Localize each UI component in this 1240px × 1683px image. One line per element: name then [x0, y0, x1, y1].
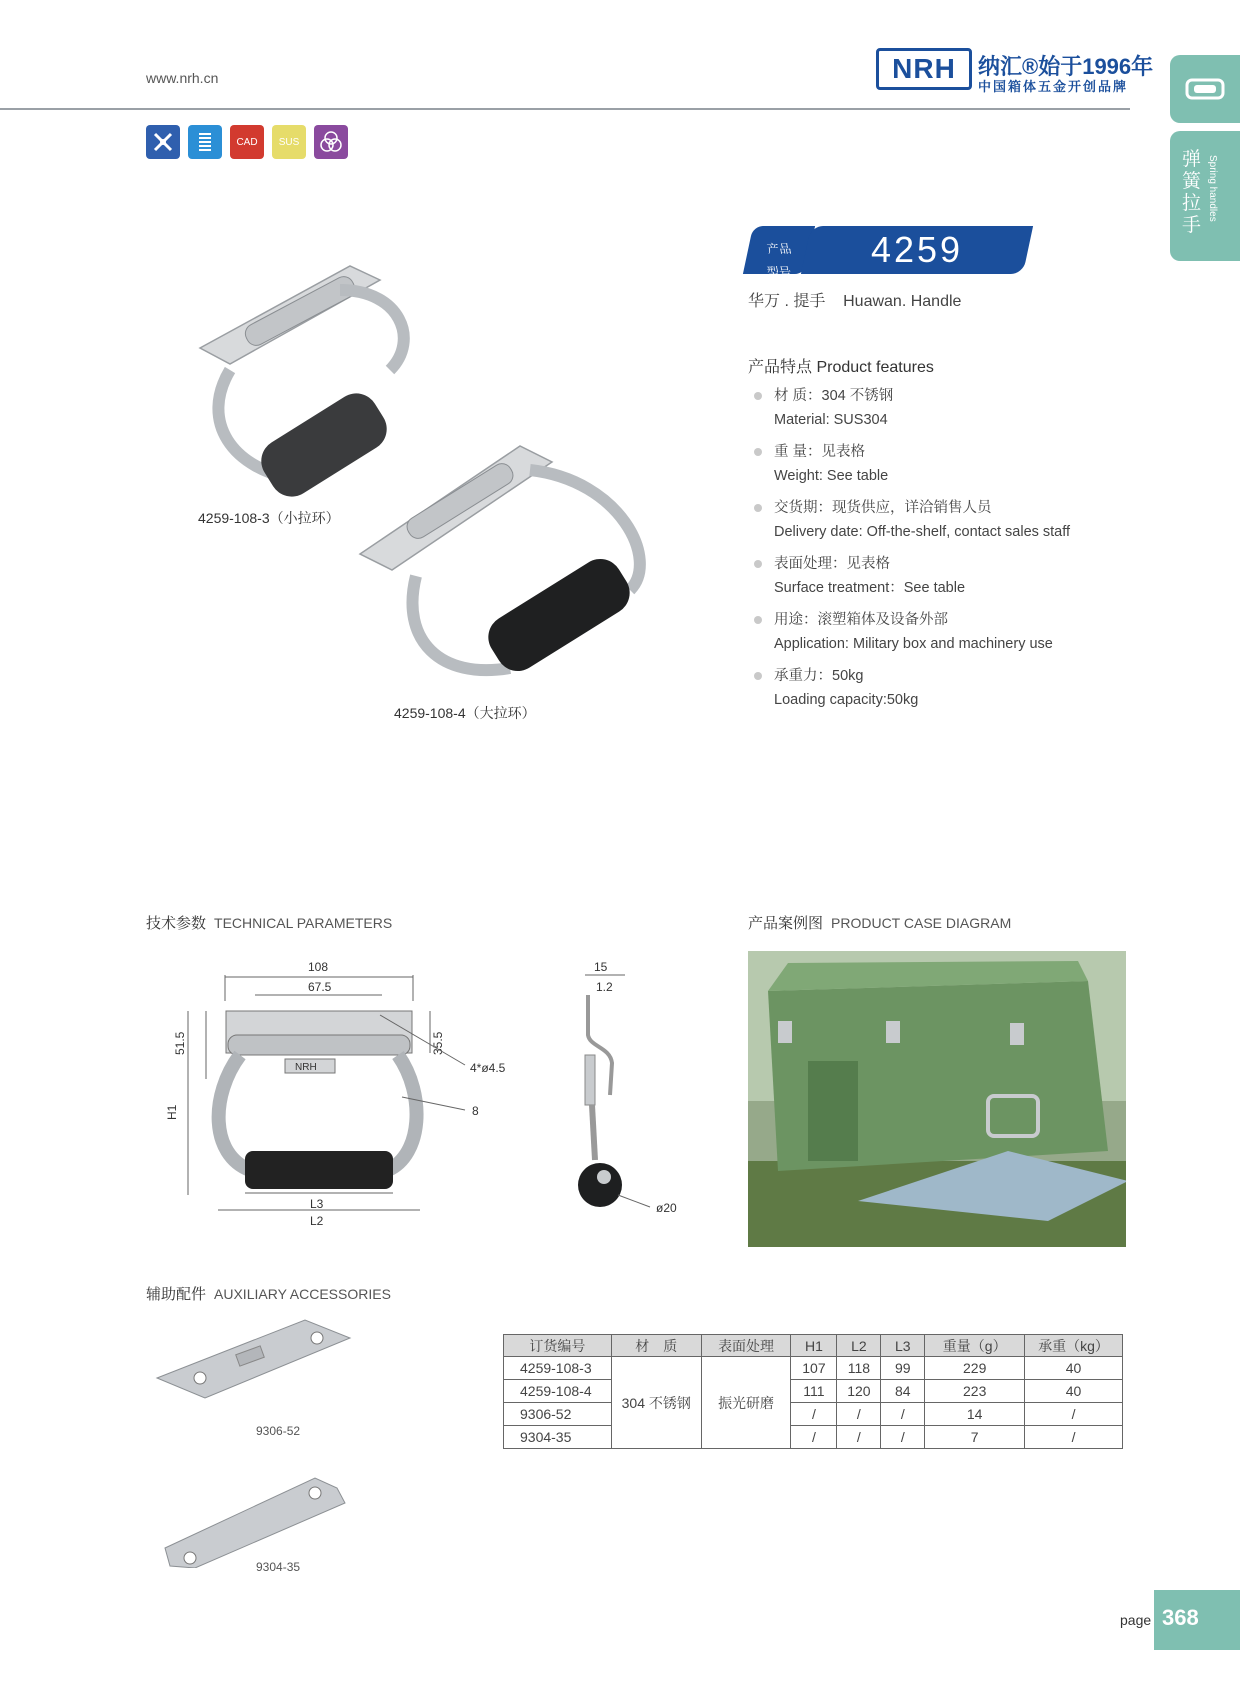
dim-108: 108: [308, 960, 329, 974]
brand-slogan: 纳汇®始于1996年: [978, 54, 1154, 79]
caption-small-ring: 4259-108-3（小拉环）: [198, 510, 340, 526]
page-number: 368: [1154, 1590, 1240, 1650]
feature-cn: 材 质：304 不锈钢: [774, 388, 894, 404]
badge-line1: 产品: [765, 242, 793, 256]
cell-l3: /: [881, 1426, 925, 1449]
feature-cn: 表面处理：见表格: [774, 556, 890, 572]
dim-51-5: 51.5: [173, 1031, 187, 1055]
rings-icon: [314, 125, 348, 159]
col-surface: 表面处理: [701, 1335, 791, 1357]
cell-l3: 84: [881, 1380, 925, 1403]
table-row: [504, 1357, 1123, 1380]
col-l2: L2: [837, 1335, 881, 1357]
tech-params-title: [146, 912, 392, 933]
feature-en: Weight: See table: [774, 468, 889, 484]
accessory-strap-9304-35: [165, 1478, 345, 1568]
dim-d20: ø20: [656, 1201, 677, 1215]
feature-en: Material: SUS304: [774, 412, 888, 428]
cell-l2: 118: [837, 1357, 881, 1380]
handle-icon: [1185, 76, 1225, 102]
cell-material: 304 不锈钢: [611, 1357, 701, 1449]
product-subtitle: [748, 288, 961, 311]
cell-weight: 223: [925, 1380, 1025, 1403]
subtitle-en: Huawan. Handle: [843, 293, 962, 310]
accessories-title: [146, 1283, 391, 1304]
side-tabs: [1170, 55, 1240, 261]
feature-cn: 重 量：见表格: [774, 444, 866, 460]
table-header-row: [504, 1335, 1123, 1357]
col-load: 承重（kg）: [1025, 1335, 1123, 1357]
dim-l2: L2: [310, 1214, 324, 1228]
cell-weight: 14: [925, 1403, 1025, 1426]
feature-cn: 承重力：50kg: [774, 668, 864, 684]
brand-tagline: 中国箱体五金开创品牌: [978, 79, 1129, 94]
feature-delivery: [750, 496, 1130, 544]
table-row: [504, 1380, 1123, 1403]
product-case-photo: [748, 951, 1126, 1247]
model-number-badge: [801, 226, 1033, 274]
title-en: TECHNICAL PARAMETERS: [214, 915, 393, 931]
feature-capacity: [750, 664, 1130, 712]
title-cn: 技术参数: [146, 915, 207, 932]
accessory-plate-9306-52: [157, 1320, 350, 1398]
cell-l2: 120: [837, 1380, 881, 1403]
sus-icon: [272, 125, 306, 159]
cell-code: 9306-52: [504, 1403, 612, 1426]
feature-en: Surface treatment：See table: [774, 580, 966, 596]
cell-weight: 229: [925, 1357, 1025, 1380]
dim-1-2: 1.2: [596, 980, 613, 994]
title-cn: 辅助配件: [146, 1286, 207, 1303]
large-handle-image: [360, 446, 640, 679]
cell-load: 40: [1025, 1357, 1123, 1380]
cell-l2: /: [837, 1426, 881, 1449]
site-url[interactable]: www.nrh.cn: [146, 70, 219, 86]
cell-weight: 7: [925, 1426, 1025, 1449]
features-title-cn: 产品特点: [748, 359, 813, 376]
feature-en: Application: Military box and machinery use: [774, 636, 1053, 652]
dim-8: 8: [472, 1104, 479, 1118]
cad-icon: [230, 125, 264, 159]
cad-text: CAD: [236, 136, 258, 148]
handle-category-tab[interactable]: [1170, 55, 1240, 123]
dim-67-5: 67.5: [308, 980, 332, 994]
hole-spec: 4*ø4.5: [470, 1061, 506, 1075]
features-title: [748, 354, 934, 377]
table-row: [504, 1403, 1123, 1426]
cell-surface: 振光研磨: [701, 1357, 791, 1449]
col-material: 材 质: [611, 1335, 701, 1357]
tab-label-cn: 弹簧拉手: [1182, 149, 1202, 236]
nrh-logo: NRH: [876, 48, 972, 90]
feature-en: Loading capacity:50kg: [774, 692, 919, 708]
title-en: PRODUCT CASE DIAGRAM: [831, 915, 1012, 931]
header-divider: [0, 108, 1130, 110]
cell-h1: /: [791, 1403, 837, 1426]
tools-icon: [146, 125, 180, 159]
cell-code: 4259-108-4: [504, 1380, 612, 1403]
cell-h1: 107: [791, 1357, 837, 1380]
dim-h1: H1: [165, 1104, 179, 1120]
technical-drawing: [160, 955, 720, 1255]
plate-logo: NRH: [295, 1062, 317, 1073]
cell-code: 9304-35: [504, 1426, 612, 1449]
accessory-label-1: 9306-52: [256, 1424, 301, 1438]
features-title-en: Product features: [816, 359, 934, 376]
accessory-label-2: 9304-35: [256, 1560, 301, 1574]
caption-large-ring: 4259-108-4（大拉环）: [394, 705, 536, 721]
feature-weight: [750, 440, 1130, 488]
col-weight: 重量（g）: [925, 1335, 1025, 1357]
sus-text: SUS: [278, 136, 300, 148]
cell-l2: /: [837, 1403, 881, 1426]
cell-h1: /: [791, 1426, 837, 1449]
badge-line2: 型号: [765, 265, 793, 279]
dim-15: 15: [594, 960, 608, 974]
feature-en: Delivery date: Off-the-shelf, contact sales staff: [774, 524, 1071, 540]
dim-l3: L3: [310, 1197, 324, 1211]
feature-cn: 用途：滚塑箱体及设备外部: [774, 612, 948, 628]
col-code: 订货编号: [504, 1335, 612, 1357]
table-row: [504, 1426, 1123, 1449]
model-number: 4259: [870, 229, 964, 270]
product-images: [190, 260, 710, 700]
side-view: [578, 960, 677, 1215]
tab-label-en: Spring handles: [1207, 155, 1218, 222]
cell-code: 4259-108-3: [504, 1357, 612, 1380]
feature-surface: [750, 552, 1130, 600]
accessories-images: [155, 1318, 355, 1568]
feature-material: [750, 384, 1130, 432]
cell-l3: 99: [881, 1357, 925, 1380]
cell-l3: /: [881, 1403, 925, 1426]
subtitle-cn: 华万 . 提手: [748, 293, 826, 310]
page-label: page: [1120, 1612, 1152, 1628]
cell-load: 40: [1025, 1380, 1123, 1403]
title-en: AUXILIARY ACCESSORIES: [214, 1286, 391, 1302]
front-view: [165, 960, 506, 1228]
spec-table: [503, 1334, 1123, 1449]
features-list: [750, 384, 1130, 720]
cell-load: /: [1025, 1403, 1123, 1426]
small-handle-image: [200, 266, 404, 505]
feature-icons: [146, 125, 348, 159]
cell-h1: 111: [791, 1380, 837, 1403]
col-h1: H1: [791, 1335, 837, 1357]
case-diagram-title: [748, 912, 1011, 933]
spring-icon: [188, 125, 222, 159]
cell-load: /: [1025, 1426, 1123, 1449]
feature-cn: 交货期：现货供应，详洽销售人员: [774, 500, 992, 516]
dim-35-5: 35.5: [431, 1031, 445, 1055]
spring-handles-tab[interactable]: [1170, 131, 1240, 261]
title-cn: 产品案例图: [748, 915, 824, 932]
feature-application: [750, 608, 1130, 656]
col-l3: L3: [881, 1335, 925, 1357]
